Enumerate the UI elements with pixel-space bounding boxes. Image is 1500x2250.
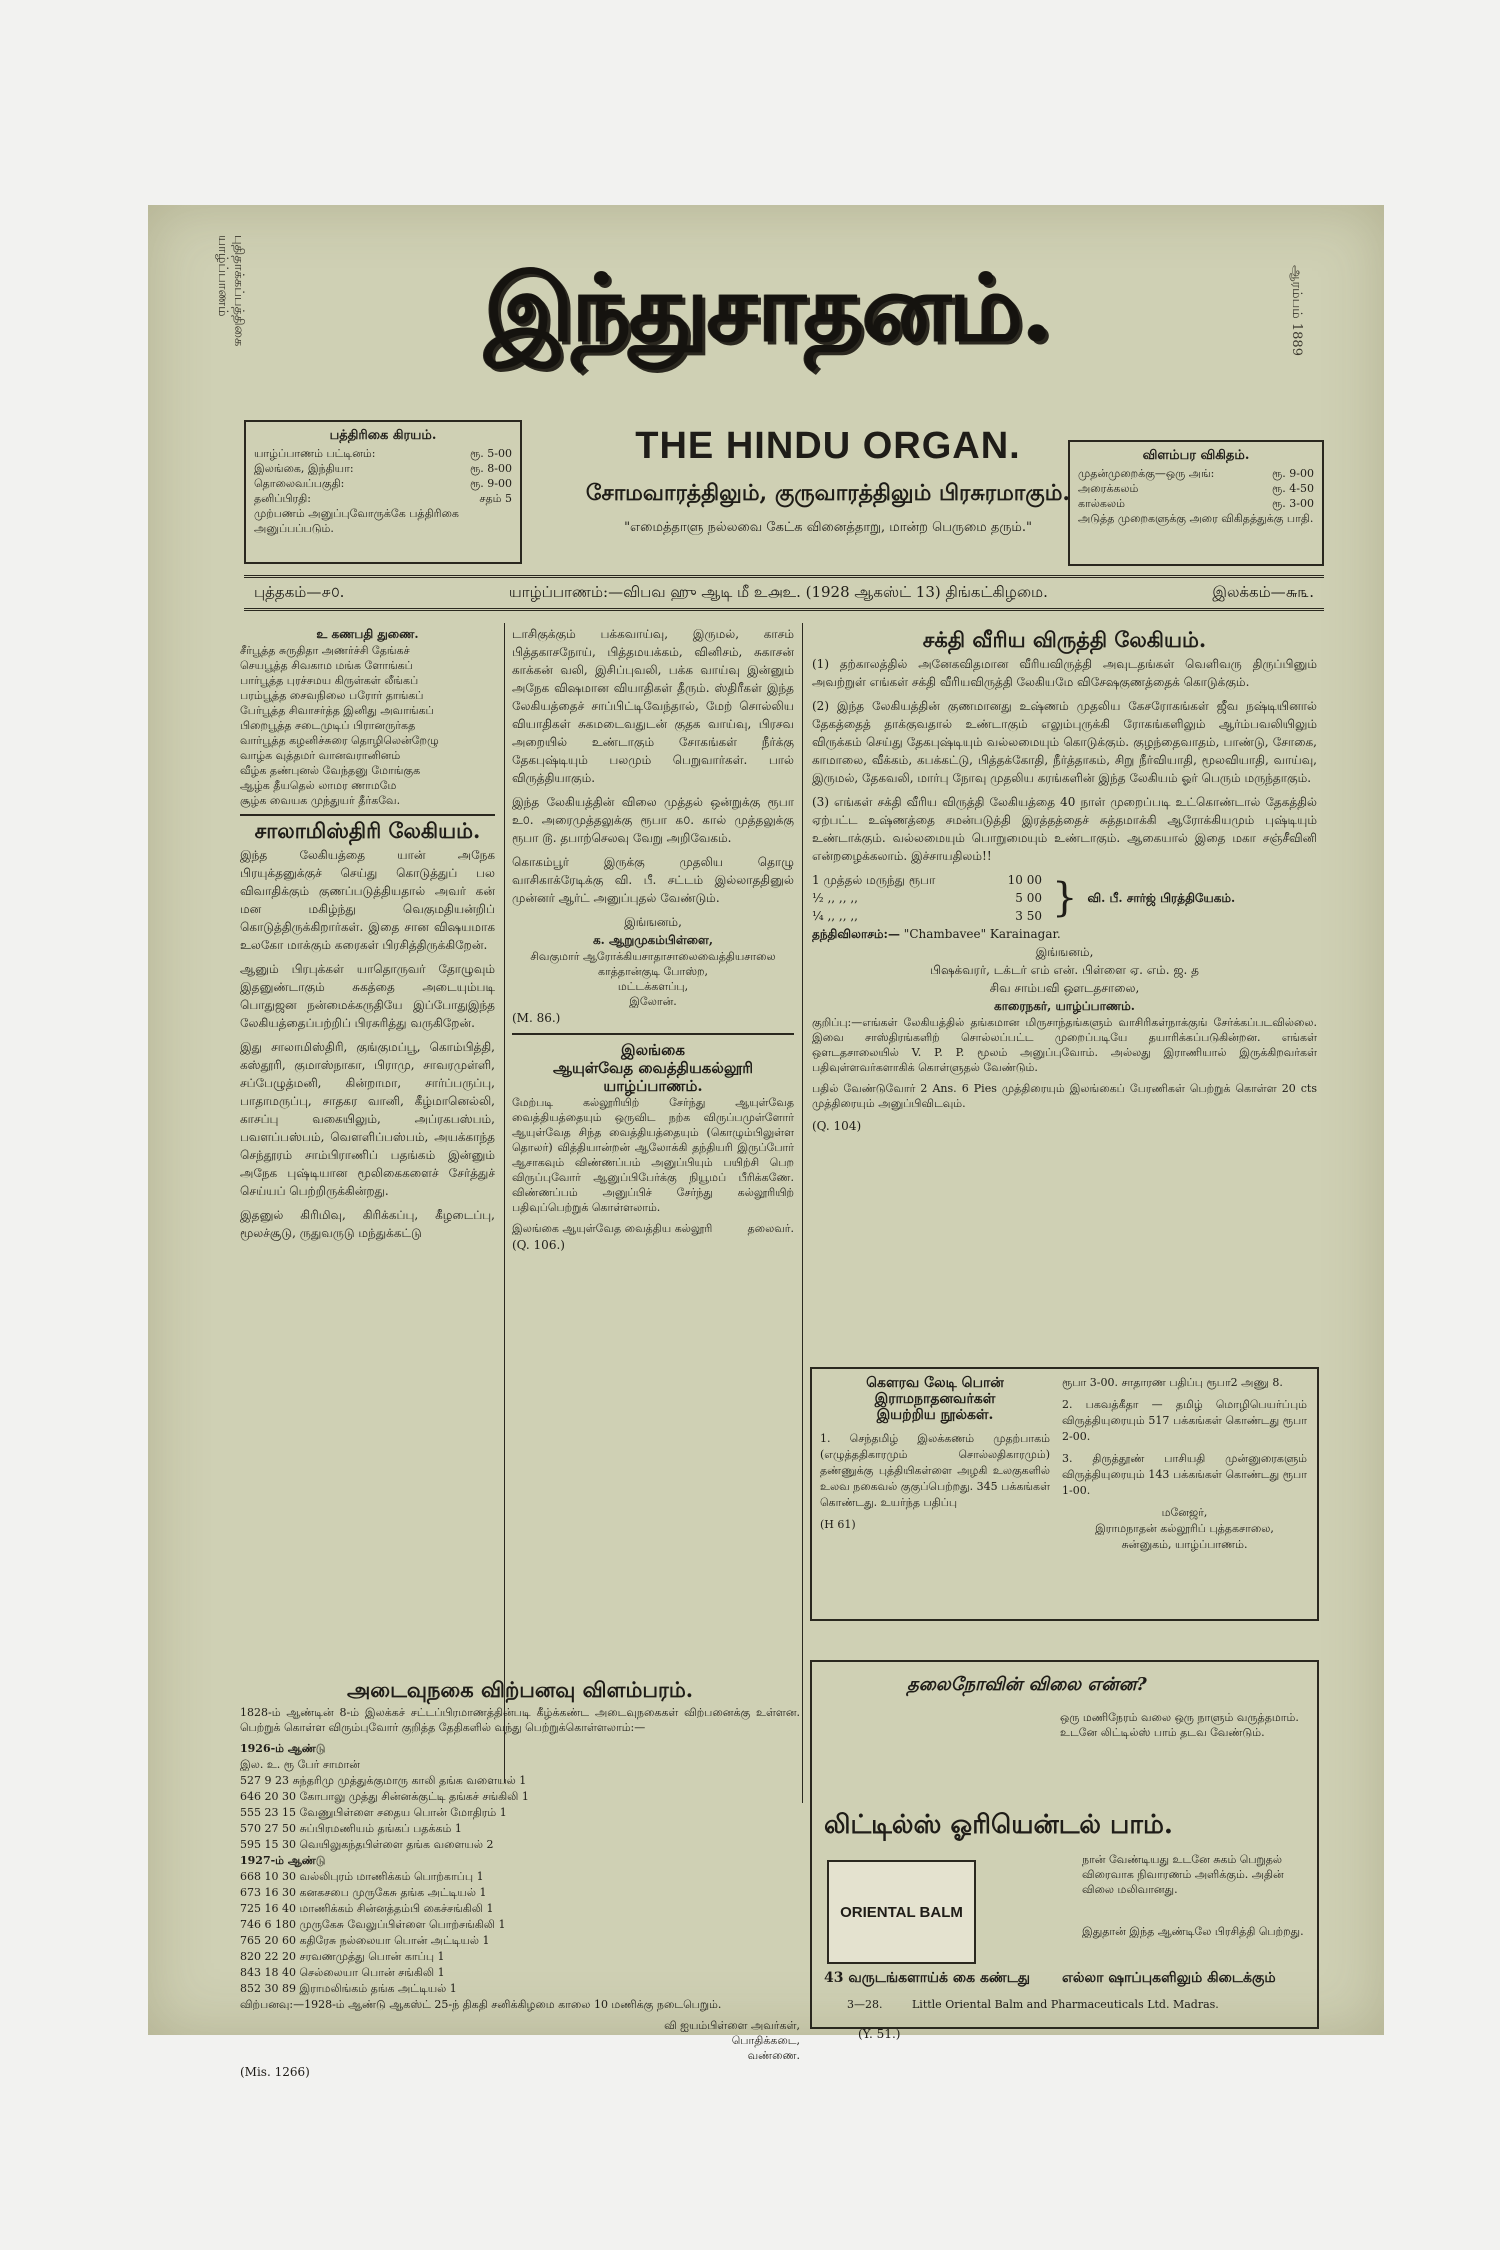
- article-paragraph: இது சாலாமிஸ்திரி, குங்குமப்பூ, கொம்பித்தி, கஸ்தூரி, குமாஸ்நாகா, பிராமு, சாவரமுள்ளி, சப்பேழுத்மனி, கின்றாமா, சார்ப்பருப்பு, பாதாமருப்பு, சாதகர வானி, கீழ்மானெல்லி, காசப்பு வகையிலும், அப்ரகபஸ்பம், பவளப்பஸ்பம், வெளளிப்பஸ்பம், அயக்காந்த செந்தூரம் சாம்பிராணிப் பதங்கம் இன்னும் அநேக புஷ்டியான மூலிகைகளைச் சேர்த்துச் செய்யப் பெற்றிருக்கின்றது.: [240, 1040, 495, 1198]
- ad-title-line: ஆயுள்வேத வைத்தியகல்லூரி: [552, 1059, 754, 1077]
- balm-tin-image: ORIENTAL BALM: [827, 1860, 976, 1964]
- table-year: 1927-ம் ஆண்டு: [240, 1854, 326, 1867]
- signature-place: காத்தான்குடி போஸ்ற,: [597, 965, 709, 978]
- telegraph-address: தந்திவிலாசம்:— "Chambavee" Karainagar.: [812, 927, 1061, 941]
- balm-ad-text: நான் வேண்டியது உடனே சுகம் பெறுதல் விரைவாக நிவாரணம் அளிக்கும். அதின் விலை மலிவானது.: [1082, 1853, 1284, 1896]
- table-row: 820 22 20 சரவணமுத்து பொன் காப்பு 1: [240, 1950, 445, 1963]
- publication-days: சோமவாரத்திலும், குருவாரத்திலும் பிரசுரமாகும்.: [585, 480, 1071, 506]
- note-paragraph: குறிப்பு:—எங்கள் லேகியத்தில் தங்கமான மிருசாந்தங்களும் வாசிரிகள்நாக்குங் சேர்க்கப்படவில்லை. இவை சாஸ்திரங்களிற் சொல்லப்பட்ட முறைப்படியே தயாரிக்கப்படுகின்றன. எங்கள் ஒளடதசாலையில் V. P. P. மூலம் அனுப்புவோம். அல்லது இராணியால் இருக்கிறவர்கள் பதிவுள்ளவர்களாகிக் கொள்ளுதல் வேண்டும்.: [812, 1016, 1317, 1074]
- article-paragraph: (2) இந்த லேகியத்தின் குணமானது உஷ்ணம் முதலிய கேசரோகங்கள் ஜீவ நஷ்டியினால் தேகத்தைத் தாக்குவதால் உண்டாகும் எலும்புருக்கி ரோகங்களிலும் ஆர்ம்பவலியிலும் விருக்கம் செய்து தேகபுஷ்டியும் வல்லமையும் கொடுக்கும். குழந்தைவாதம், பாண்டு, சோகை, காமாலை, வீக்கம், கபக்கட்டு, பித்தக்கோதி, நீர்த்தாகம், சிறு நீர்வியாதி, மூலவியாதி, வாய்வு, இருமல், தேகவலி, மார்பு நோவு முதலிய கரங்களின் இந்த லேகியம் ஓர் பெரும் மருந்தாகும்.: [812, 699, 1317, 785]
- article-paragraph: இந்த லேகியத்தின் விலை முத்தல் ஒன்றுக்கு ரூபா உ௦. அரைமுத்தலுக்கு ரூபா ௧௦. கால் முத்தலுக்கு ரூபா ௫. தபாற்செலவு வேறு அறிவேகம்.: [512, 795, 794, 845]
- auction-title: அடைவுநகை விற்பனவு விளம்பரம்.: [346, 1677, 694, 1702]
- price-list: 1 முத்தல் மருந்து ரூபா 10 00 ½ ,, ,, ,, 5 00 ¼ ,, ,, ,, 3 50 } வி. பீ. சார்ஜ் பிரத்தியேகம்.: [812, 873, 1236, 923]
- table-row: 595 15 30 வெயிலுகந்தபிள்ளை தங்க வளையல் 2: [240, 1838, 494, 1851]
- book-item: 2. பகவத்கீதா — தமிழ் மொழிபெயர்ப்பும் விருத்தியுரையும் 517 பக்கங்கள் கொண்டது ரூபா 2-00.: [1062, 1398, 1307, 1443]
- balm-footer: Little Oriental Balm and Pharmaceuticals Ltd. Madras.: [912, 1998, 1219, 2011]
- balm-years: 43 வருடங்களாய்க் கை கண்டது: [824, 1970, 1031, 1986]
- books-ad: [810, 1367, 1319, 1621]
- balm-brand: லிட்டில்ஸ் ஓரியென்டல் பாம்.: [824, 1810, 1173, 1840]
- seller: இராமநாதன் கல்லூரிப் புத்தகசாலை,: [1095, 1522, 1274, 1535]
- ad-signature: இலங்கை ஆயுள்வேத வைத்திய கல்லூரி தலைவர்.: [512, 1222, 794, 1235]
- invocation: உ கணபதி துணை.: [316, 627, 419, 641]
- article-paragraph: (1) தற்காலத்தில் அனேகவிதமான வீரியவிருத்தி அவுடதங்கள் வெளிவரு திருப்பினும் அவற்றுள் எங்கள் சக்தி வீரியவிருத்தி லேகியமே விசேஷகுணத்தைக் கொடுக்கும்.: [812, 657, 1317, 689]
- auction-notice: [240, 1675, 800, 2079]
- auction-signature: பொதிக்கடை,: [731, 2034, 800, 2047]
- price-note: வி. பீ. சார்ஜ் பிரத்தியேகம்.: [1087, 891, 1236, 905]
- table-row: 555 23 15 வேணுபிள்ளை சதைய பொன் மோதிரம் 1: [240, 1806, 507, 1819]
- table-row: 725 16 40 மாணிக்கம் சின்னத்தம்பி கைச்சங்கிலி 1: [240, 1902, 494, 1915]
- article-paragraph: டாசிகுக்கும் பக்கவாய்வு, இருமல், காசம் பித்தகாசநோய், பித்தமயக்கம், வினிசம், சுகாசன் காக்கன் வலி, இசிப்புவலி, பக்க வாய்வு இன்னும் அநேக விஷமான வியாதிகள் தீரும். ஸ்திரீகள் இந்த லேகியத்தைச் சாப்பிட்டிவேந்தால், மேற் சொல்லிய வியாதிகள் சுகமடைவதுடன் குதக வாய்வு, பிரசவ அறையில் உண்டாகும் சோகங்கள் நீர்க்கு தேகபுஷ்டியும் பலமும் பெறுவார்கள். பால் விருத்தியாகும்.: [512, 627, 794, 785]
- signature-title: சிவ சாம்பவி ஔடதசாலை,: [989, 981, 1140, 995]
- subscription-row: தொலைவப்பகுதி: ரூ. 9-00: [254, 477, 512, 490]
- article-title: சக்தி வீரிய விருத்தி லேகியம்.: [922, 627, 1207, 652]
- table-row: 765 20 60 கதிரேசு நல்லையா பொன் அட்டியல் 1: [240, 1934, 490, 1947]
- ad-rate-row: முதன்முறைக்கு—ஒரு அங்: ரூ. 9-00: [1078, 467, 1314, 480]
- auction-intro: 1828-ம் ஆண்டின் 8-ம் இலக்கச் சட்டப்பிரமாணத்தின்படி கீழ்க்கண்ட அடைவுநகைகள் விற்பனைக்கு உள்ளன. பெற்றுக் கொள்ள விரும்புவோர் குறித்த தேதிகளில் வந்து பெற்றுக்கொள்ளலாம்:—: [240, 1706, 800, 1734]
- auction-table: [240, 1741, 800, 1997]
- balm-ad: [810, 1660, 1319, 2029]
- subscription-row: இலங்கை, இந்தியா: ரூ. 8-00: [254, 462, 512, 475]
- ad-reference: (Q. 104): [812, 1119, 862, 1133]
- ad-title-line: இலங்கை: [621, 1041, 685, 1059]
- table-row: 843 18 40 செல்லையா பொன் சங்கிலி 1: [240, 1966, 445, 1979]
- article-paragraph: (3) எங்கள் சக்தி வீரிய விருத்தி லேகியத்தை 40 நாள் முறைப்படி உட்கொண்டால் தேகத்தில் ஏற்பட்ட உஷ்ணத்தை சமன்படுத்தி இரத்தத்தைச் சுத்தமாக்கி ஆரோக்கியமும் புஷ்டியும் உண்டாக்கும். வல்லமையும் பொறுமையும் உண்டாகும். ஆகையால் இதை மகா சஞ்சீவினி என்றழைக்கலாம். இச்சாயதிலம்!!: [812, 795, 1317, 863]
- ad-reference: (Mis. 1266): [240, 2065, 310, 2079]
- signature-place: காரைநகர், யாழ்ப்பாணம்.: [994, 999, 1135, 1013]
- subscription-note: முற்பணம் அனுப்புவோருக்கே பத்திரிகை அனுப்பப்படும்.: [254, 507, 459, 535]
- ad-title-line: யாழ்ப்பாணம்.: [603, 1077, 703, 1095]
- note-paragraph: பதில் வேண்டுவோர் 2 Ans. 6 Pies முத்திரையும் இலங்கைப் பேரணிகள் பெற்றுக் கொள்ள 20 cts முத்திரையும் அனுப்பிவிடவும்.: [812, 1082, 1317, 1110]
- ad-rates-title: விளம்பர விகிதம்.: [1142, 448, 1250, 463]
- signature-intro: இங்ஙனம்,: [624, 915, 682, 929]
- ad-body: மேற்படி கல்லூரியிற் சேர்ந்து ஆயுள்வேத வைத்தியத்தையும் ஒருவிட நற்க விருப்பமுள்ளோர் ஆயுள்வேத சிந்த வைத்தியத்தையும் (கொழும்பிலுள்ள தொலர்) வித்தியான்றன் ஆலோக்கி தந்தியரி இருப்போர் ஆசாகவும் விண்ணப்பம் அனுப்பியும் பயிற்சி பெற விருப்புவோர் ஆனுப்பிபேர்க்கு நியூமப் பீரிக்கணே. விண்ணப்பம் அனுப்பிச் சேர்ந்து கல்லூரியிற் பதிவுப்பெற்றுக் கொள்ளலாம்.: [512, 1096, 794, 1214]
- column-1: [240, 625, 495, 1670]
- dateline: [244, 575, 1324, 611]
- article-title: சாலாமிஸ்திரி லேகியம்.: [254, 818, 481, 843]
- ad-reference: (H 61): [820, 1518, 856, 1531]
- book-price: ரூபா 3-00. சாதாரண பதிப்பு ரூபா2 அணு 8.: [1062, 1376, 1283, 1389]
- article-paragraph: இதனுல் கிரிமிவு, கிரிக்கப்பு, கீழடைப்பு, மூலச்சூடு, ருதுவருடு மந்துக்கட்டு: [240, 1208, 495, 1240]
- seller: சுன்னுகம், யாழ்ப்பாணம்.: [1121, 1538, 1248, 1551]
- article-paragraph: இந்த லேகியத்தை யான் அநேக பிரயுக்தனுக்குச் செய்து கொடுத்துப் பல விவாதிக்கும் குணப்படுத்தியதால் அவர் கன் மன மகிழ்ந்து வெகுமதியன்றிப் கொடுத்திருக்கிறார்கள். இதை சான விஷயமாக உலகோ மாக்கும் கரைகள் பிரசித்திருக்கிறேன்.: [240, 848, 495, 952]
- price-row: ¼ ,, ,, ,, 3 50: [812, 909, 1042, 923]
- auction-signature: வி ஐயம்பிள்ளை அவர்கள்,: [664, 2019, 800, 2032]
- ad-rate-row: அரைக்கலம் ரூ. 4-50: [1078, 482, 1314, 495]
- signature-district: மட்டக்களப்பு,: [617, 980, 689, 993]
- balm-ad-text: ஒரு மணிநேரம் வலை ஒரு நாளும் வருத்தமாம். உடனே லிட்டில்ஸ் பாம் தடவ வேண்டும்.: [1060, 1711, 1299, 1739]
- ad-reference: (M. 86.): [512, 1011, 561, 1025]
- table-row: 646 20 30 கோபாலு முத்து சின்னக்குட்டி தங்கச் சங்கிலி 1: [240, 1790, 529, 1803]
- subscription-row: தனிப்பிரதி: சதம் 5: [254, 492, 512, 505]
- balm-ad-text: இதுதான் இந்த ஆண்டிலே பிரசித்தி பெற்றது.: [1082, 1925, 1304, 1938]
- book-item: 3. திருத்தூண் பாசியதி முன்னுரைகளும் விருத்தியுரையும் 143 பக்கங்கள் கொண்டது ரூபா 1-00.: [1062, 1452, 1307, 1497]
- table-row: 570 27 50 சுப்பிரமணியம் தங்கப் பதக்கம் 1: [240, 1822, 462, 1835]
- subscription-row: யாழ்ப்பாணம் பட்டினம்: ரூ. 5-00: [254, 447, 512, 460]
- signature-title: சிவகுமார் ஆரோக்கியசாதாசாலைவைத்தியசாலை: [530, 950, 776, 963]
- invocation-poem: சீர்பூத்த சுருதிதா அணர்ச்சி தேங்கச் செயபூத்த சிவகாம மங்க ளோங்கப் பார்பூத்த புரச்சமய கிருள்கள் லீங்கப் பரம்பூத்த சைவநிலை பரோர் தாங்கப் பேர்பூத்த சிவாசர்த்த இனிது அவாங்கப் பிறைபூத்த சடைமுடிப் பிரானருர்கத வார்பூத்த கழனிச்சுரை தொழிலென்றேழு வாழ்க வுத்தமர் வானவரானினம் வீழ்க தண்புனல் வேந்தனு மோங்குக ஆழ்க தீயதெல் லாமர ணாமமே சூழ்க வையக முந்துயர் தீர்கவே.: [240, 644, 439, 807]
- table-row: 673 16 30 கனகசபை முருகேசு தங்க அட்டியல் 1: [240, 1886, 487, 1899]
- article-paragraph: கொகம்பூர் இருக்கு முதலிய தொழு வாசிகாக்ரேடிக்கு வி. பீ. சட்டம் இல்லாததினுல் முன்னர் ஆர்ட் அனுப்புதல் வேண்டும்.: [512, 855, 794, 905]
- table-row: 746 6 180 முருகேசு வேலுப்பிள்ளை பொற்சங்கிலி 1: [240, 1918, 506, 1931]
- signature-name: பிஷக்வரர், டக்டர் எம் என். பிள்ளை ஏ. எம். ஜ. த: [930, 963, 1199, 977]
- column-divider: [802, 623, 803, 1803]
- price-row: 1 முத்தல் மருந்து ரூபா 10 00: [812, 873, 1042, 887]
- price-row: ½ ,, ,, ,, 5 00: [812, 891, 1042, 905]
- ad-reference: (Q. 106.): [512, 1238, 565, 1252]
- auction-signature: வண்ணை.: [747, 2049, 800, 2062]
- books-ad-title: இயற்றிய நூல்கள்.: [876, 1407, 994, 1423]
- article-paragraph: ஆனும் பிரபுக்கள் யாதொருவர் தோழுவும் இதனுண்டாகும் சுகத்தை அடையும்படி பொதுஜன நன்மைக்கருதியே இப்போதுஇந்த லேகியத்தைப்பற்றிப் பிரசுரித்து வருகிறேன்.: [240, 962, 495, 1030]
- signature-name: க. ஆறுமுகம்பிள்ளை,: [592, 933, 714, 947]
- seller: மனேஜர்,: [1161, 1506, 1208, 1519]
- table-row: 527 9 23 சுந்தரிமு முத்துக்குமாரு காலி தங்க வளையல் 1: [240, 1774, 527, 1787]
- auction-closing: விற்பனவு:—1928-ம் ஆண்டு ஆகஸ்ட் 25-ந் திகதி சனிக்கிழமை காலை 10 மணிக்கு நடைபெறும்.: [240, 1998, 722, 2011]
- balm-footer-code: 3—28.: [847, 1998, 883, 2011]
- balm-availability: எல்லா ஷாப்புகளிலும் கிடைக்கும்: [1062, 1970, 1276, 1986]
- table-header: இல. உ. ரூ பேர் சாமான்: [240, 1758, 360, 1771]
- signature-intro: இங்ஙனம்,: [1035, 945, 1094, 959]
- ad-rates-box: [1068, 440, 1324, 566]
- table-row: 852 30 89 இராமலிங்கம் தங்க அட்டியல் 1: [240, 1982, 457, 1995]
- book-item: 1. செந்தமிழ் இலக்கணம் முதற்பாகம் (எழுத்ததிகாரமும் சொல்லதிகாரமும்) தண்ணுக்கு புத்தியிகள்ளை அழகி உலகுகளில் உலவ நகைவல் குகுப்பெற்றது. 345 பக்கங்கள் கொண்டது. உயர்ந்த பதிப்பு: [820, 1432, 1051, 1509]
- left-vertical-text: புதிதாக்கப்பத்திகை யாழ்ப்பாணம்: [215, 235, 246, 347]
- signature-country: இலோன்.: [629, 995, 677, 1008]
- subscription-title: பத்திரிகை கிரயம்.: [329, 428, 437, 443]
- right-vertical-text: ஆரம்பம் 1889: [1289, 265, 1304, 356]
- column-2: [512, 625, 794, 1670]
- volume-number: புத்தகம்—௪௦.: [254, 583, 345, 601]
- books-ad-title: இராமநாதனவர்கள்: [874, 1391, 996, 1407]
- column-3: [812, 625, 1317, 1360]
- table-year: 1926-ம் ஆண்டு: [240, 1742, 326, 1755]
- ad-reference: (Y. 51.): [858, 2027, 901, 2041]
- issue-number: இலக்கம்—௬௩.: [1212, 583, 1314, 601]
- ad-rates-note: அடுத்த முறைகளுக்கு அரை விகிதத்துக்கு பாதி.: [1078, 512, 1314, 525]
- motto: "எமைத்தாளு நல்லவை கேட்க வினைத்தாறு, மான்ற பெருமை தரும்.": [624, 520, 1032, 535]
- books-ad-title: கௌரவ லேடி பொன்: [866, 1375, 1004, 1391]
- newspaper-page: [148, 205, 1384, 2079]
- ad-rate-row: கால்கலம் ரூ. 3-00: [1078, 497, 1314, 510]
- masthead: [408, 227, 1128, 402]
- table-row: 668 10 30 வல்லிபுரம் மாணிக்கம் பொற்காப்பு 1: [240, 1870, 484, 1883]
- column-divider: [504, 623, 505, 1783]
- english-title: THE HINDU ORGAN.: [635, 425, 1021, 467]
- masthead-title-tamil: இந்துசாதனம்.: [484, 254, 1052, 362]
- balm-ad-question: தலைநோவின் விலை என்ன?: [907, 1674, 1147, 1695]
- issue-date: யாழ்ப்பாணம்:—விபவ ஹு ஆடி மீ உ௮உ. (1928 ஆகஸ்ட் 13) திங்கட்கிழமை.: [508, 583, 1048, 601]
